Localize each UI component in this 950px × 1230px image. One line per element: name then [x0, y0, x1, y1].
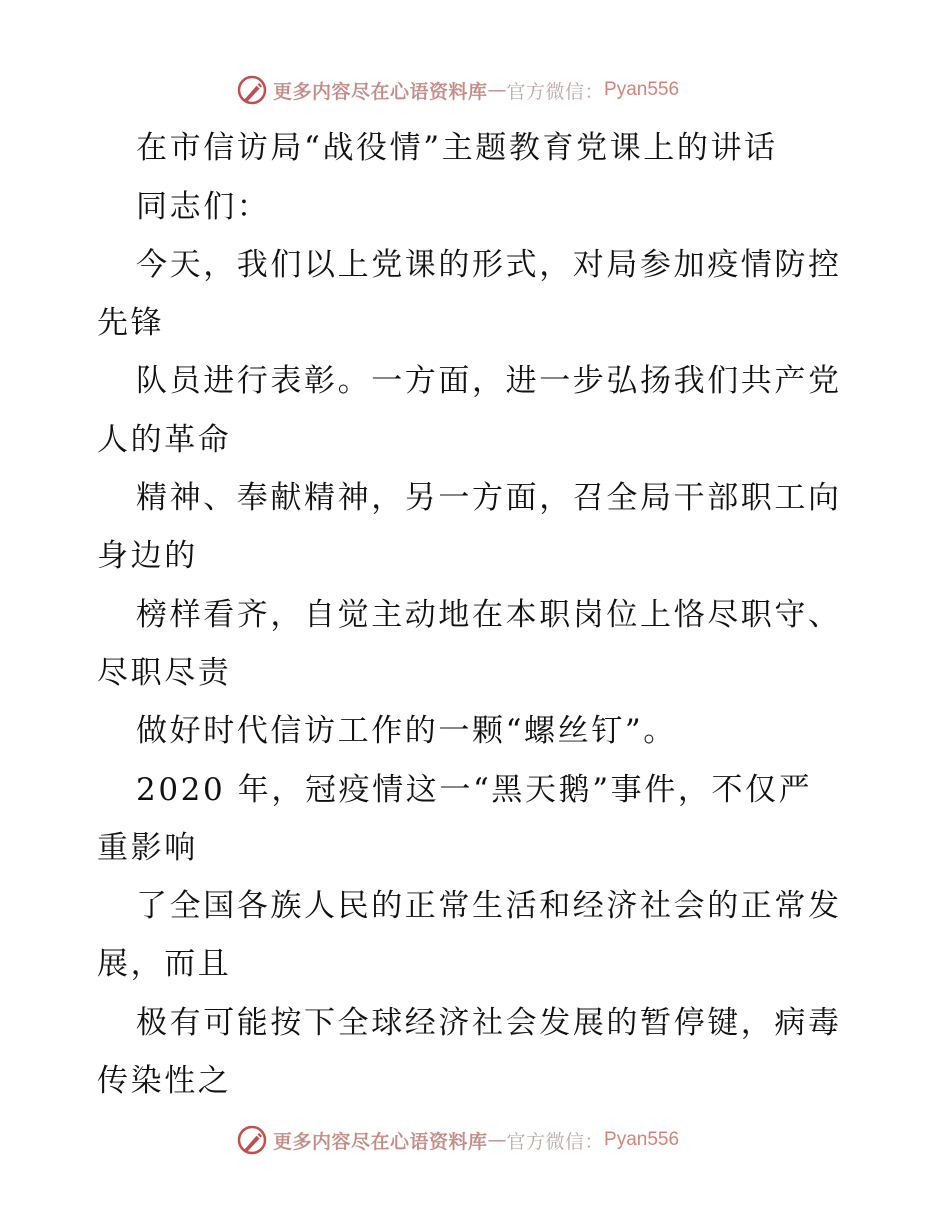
- pen-nib-logo-icon: [235, 73, 269, 107]
- text-line-14: 极有可能按下全球经济社会发展的暂停键，病毒: [136, 1005, 842, 1041]
- text-line-15: 传染性之: [97, 1063, 232, 1099]
- greeting: 同志们：: [136, 189, 271, 225]
- watermark-main-text: 更多内容尽在心语资料库: [273, 1130, 488, 1153]
- watermark-wechat-id: Pyan556: [604, 1129, 680, 1150]
- text-line-4: 人的革命: [97, 422, 232, 458]
- text-line-10: 2020 年，冠疫情这一“黑天鹅”事件，不仅严: [136, 772, 813, 808]
- text-line-11: 重影响: [97, 830, 198, 866]
- text-line-5: 精神、奉献精神，另一方面，召全局干部职工向: [136, 480, 842, 516]
- document-title: 在市信访局“战役情”主题教育党课上的讲话: [136, 130, 778, 166]
- text-line-2: 先锋: [97, 305, 165, 341]
- watermark-sub-text: 官方微信：: [506, 80, 605, 103]
- watermark-wechat-id: Pyan556: [604, 79, 680, 100]
- text-line-7: 榜样看齐，自觉主动地在本职岗位上恪尽职守、: [136, 597, 842, 633]
- watermark-dash: —: [487, 1129, 507, 1151]
- text-line-9: 做好时代信访工作的一颗“螺丝钉”。: [136, 713, 677, 749]
- text-line-12: 了全国各族人民的正常生活和经济社会的正常发: [136, 888, 842, 924]
- pen-nib-logo-icon: [235, 1123, 269, 1157]
- text-line-8: 尽职尽责: [97, 655, 232, 691]
- text-line-1: 今天，我们以上党课的形式，对局参加疫情防控: [136, 247, 842, 283]
- text-line-13: 展，而且: [97, 946, 232, 982]
- watermark-dash: —: [487, 79, 507, 101]
- footer-watermark: [235, 1123, 679, 1157]
- header-watermark: [235, 73, 679, 107]
- watermark-sub-text: 官方微信：: [506, 1130, 605, 1153]
- text-line-3: 队员进行表彰。一方面，进一步弘扬我们共产党: [136, 363, 842, 399]
- watermark-main-text: 更多内容尽在心语资料库: [273, 80, 488, 103]
- text-line-6: 身边的: [97, 538, 198, 574]
